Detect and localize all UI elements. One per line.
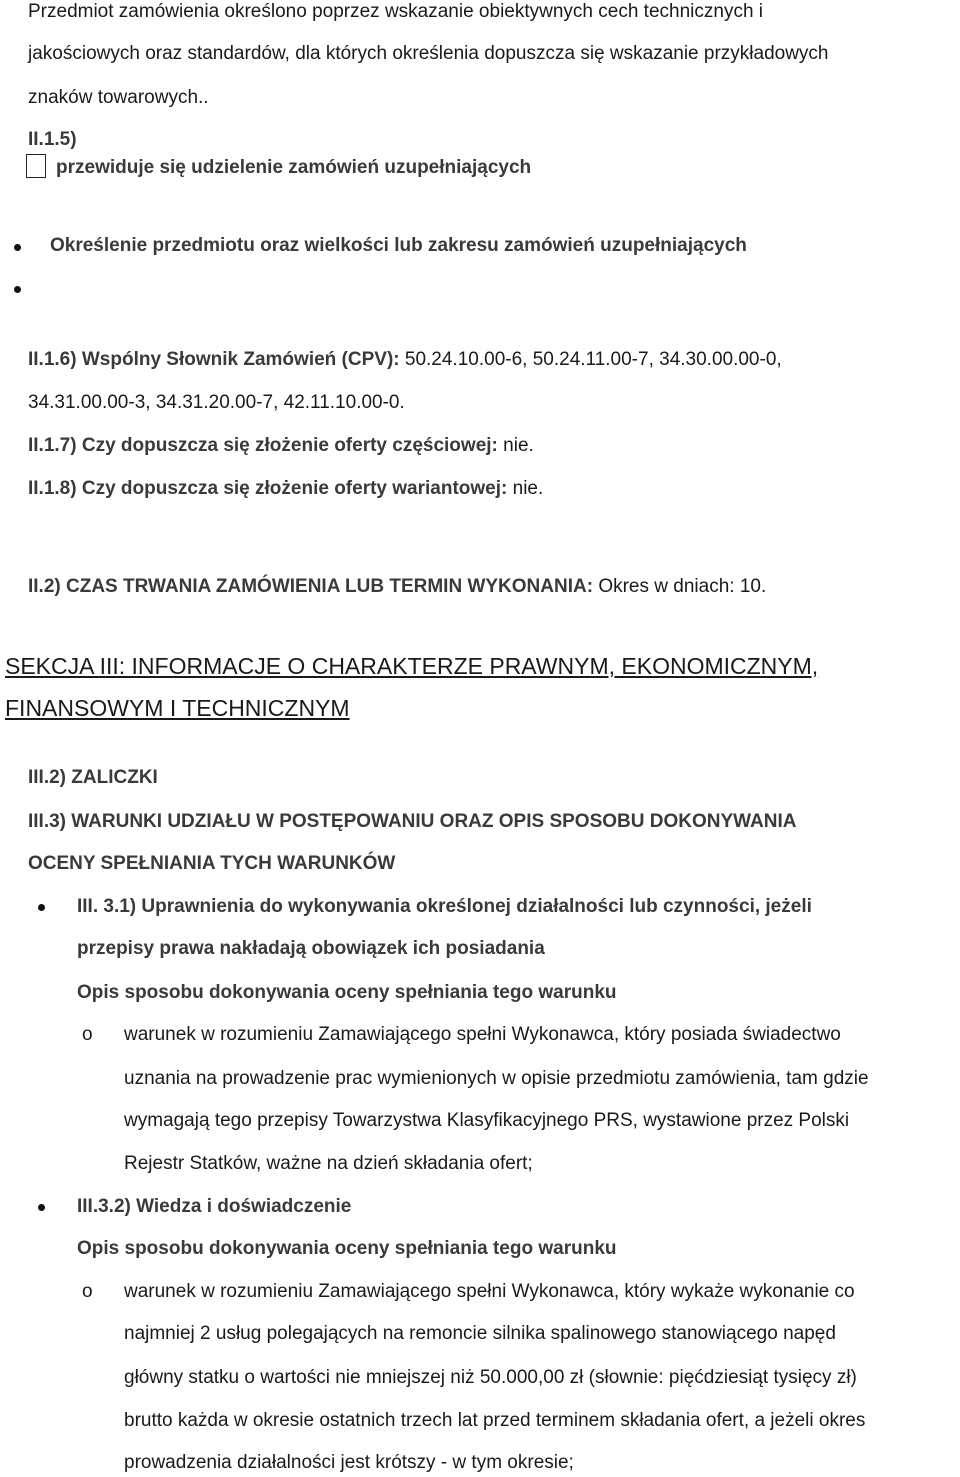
section-iii-title-line-1: SEKCJA III: INFORMACJE O CHARAKTERZE PRAWNYM, EKONOMICZNYM, <box>5 653 819 679</box>
wiedza-text-5: prowadzenia działalności jest krótszy - w tym okresie; <box>124 1452 574 1473</box>
uprawnienia-text-4: Rejestr Statków, ważne na dzień składania ofert; <box>124 1153 533 1174</box>
section-iii-title-line-2: FINANSOWYM I TECHNICZNYM <box>5 695 350 721</box>
cpv-codes-1: 50.24.10.00-6, 50.24.11.00-7, 34.30.00.00-0, <box>399 349 782 370</box>
uprawnienia-opis: Opis sposobu dokonywania oceny spełniania tego warunku <box>77 982 617 1003</box>
oferta-wariantowa-label: II.1.8) Czy dopuszcza się złożenie oferty wariantowej: <box>28 478 508 499</box>
uprawnienia-heading-1: III. 3.1) Uprawnienia do wykonywania określonej działalności lub czynności, jeżeli <box>77 896 812 917</box>
cpv-label: II.1.6) Wspólny Słownik Zamówień (CPV): <box>28 349 400 370</box>
circle-bullet-icon: o <box>82 1024 93 1045</box>
bullet-text-zamowienia-uzupelniajace: Określenie przedmiotu oraz wielkości lub zakresu zamówień uzupełniających <box>50 235 747 256</box>
oferta-czesciowa-label: II.1.7) Czy dopuszcza się złożenie oferty częściowej: <box>28 435 498 456</box>
bullet-icon-empty <box>14 286 21 293</box>
czas-trwania-value: Okres w dniach: 10. <box>593 576 767 597</box>
oferta-wariantowa <box>28 477 543 501</box>
checkbox[interactable] <box>26 154 46 178</box>
cpv-codes-2: 34.31.00.00-3, 34.31.20.00-7, 42.11.10.00-0. <box>28 392 405 413</box>
uprawnienia-heading-2: przepisy prawa nakładają obowiązek ich posiadania <box>77 938 545 959</box>
intro-line-2: jakościowych oraz standardów, dla których określenia dopuszcza się wskazanie przykładowych <box>28 43 829 64</box>
uprawnienia-text-2: uznania na prowadzenie prac wymienionych w opisie przedmiotu zamówienia, tam gdzie <box>124 1068 869 1089</box>
cpv-line-1 <box>28 348 782 372</box>
bullet-icon <box>38 904 45 911</box>
wiedza-text-2: najmniej 2 usług polegających na remoncie silnika spalinowego stanowiącego napęd <box>124 1323 836 1344</box>
oferta-czesciowa <box>28 434 534 458</box>
oferta-wariantowa-value: nie. <box>507 478 544 499</box>
uprawnienia-text-3: wymagają tego przepisy Towarzystwa Klasyfikacyjnego PRS, wystawione przez Polski <box>124 1110 850 1131</box>
intro-line-1: Przedmiot zamówienia określono poprzez wskazanie obiektywnych cech technicznych i <box>28 1 764 22</box>
wiedza-text-4: brutto każda w okresie ostatnich trzech lat przed terminem składania ofert, a jeżeli okres <box>124 1410 866 1431</box>
czas-trwania <box>28 575 766 599</box>
czas-trwania-label: II.2) CZAS TRWANIA ZAMÓWIENIA LUB TERMIN WYKONANIA: <box>28 576 594 597</box>
warunki-udzialu-line-2: OCENY SPEŁNIANIA TYCH WARUNKÓW <box>28 853 396 874</box>
wiedza-text-3: główny statku o wartości nie mniejszej niż 50.000,00 zł (słownie: pięćdziesiąt tysięcy zł) <box>124 1367 857 1388</box>
uprawnienia-text-1: warunek w rozumieniu Zamawiającego spełni Wykonawca, który posiada świadectwo <box>124 1024 841 1045</box>
bullet-icon <box>38 1204 45 1211</box>
checkbox-label: przewiduje się udzielenie zamówień uzupełniających <box>56 157 532 178</box>
warunki-udzialu-line-1: III.3) WARUNKI UDZIAŁU W POSTĘPOWANIU ORAZ OPIS SPOSOBU DOKONYWANIA <box>28 811 797 832</box>
intro-line-3: znaków towarowych.. <box>28 87 209 108</box>
bullet-icon <box>14 244 21 251</box>
wiedza-opis: Opis sposobu dokonywania oceny spełniania tego warunku <box>77 1238 617 1259</box>
section-code-ii-1-5: II.1.5) <box>28 129 77 150</box>
wiedza-heading: III.3.2) Wiedza i doświadczenie <box>77 1196 352 1217</box>
oferta-czesciowa-value: nie. <box>497 435 534 456</box>
circle-bullet-icon: o <box>82 1281 93 1302</box>
wiedza-text-1: warunek w rozumieniu Zamawiającego spełni Wykonawca, który wykaże wykonanie co <box>124 1281 855 1302</box>
zaliczki: III.2) ZALICZKI <box>28 767 158 788</box>
